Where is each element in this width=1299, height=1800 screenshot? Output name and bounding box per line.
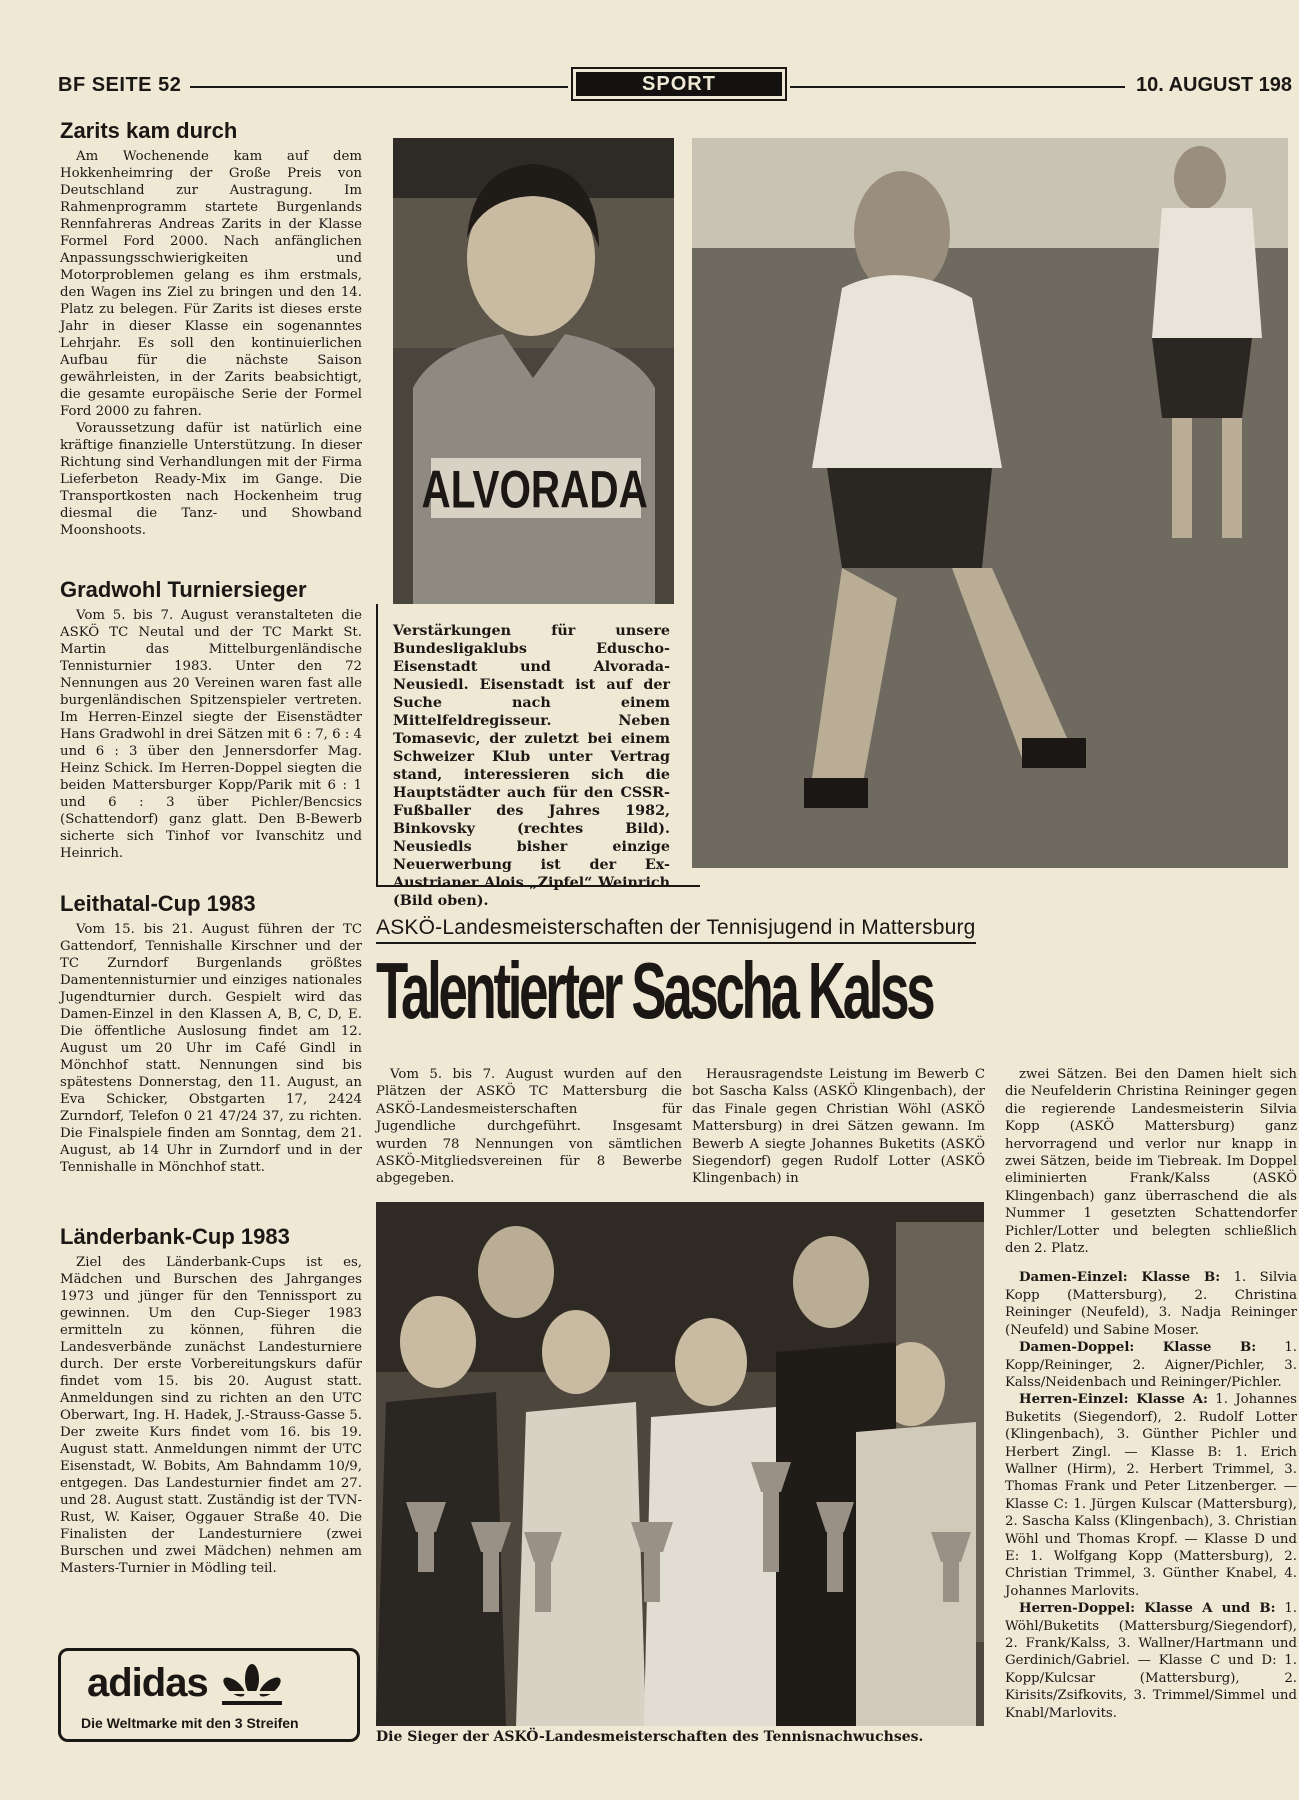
result-text: 1. Silvia Kopp (Mattersburg), 2. Christina Reininger (Neufeld), 3. Nadja Reininger (Neufeld) und Sabine Moser.: [1005, 1270, 1297, 1338]
article-headline: Zarits kam durch: [60, 118, 238, 143]
paragraph: Vom 5. bis 7. August wurden auf den Plätzen der ASKÖ TC Mattersburg die ASKÖ-Landesmeisterschaften für Jugendliche durchgeführt. Insgesamt wurden 78 Nennungen von sämtlichen ASKÖ-Mitgliedsvereinen für 8 Bewerbe abgegeben.: [376, 1067, 682, 1187]
brand-wordmark: adidas: [87, 1661, 208, 1705]
article-headline: Gradwohl Turniersieger: [60, 577, 307, 602]
result-label: Damen-Einzel: Klasse B:: [1019, 1270, 1221, 1286]
paragraph: Vom 5. bis 7. August veranstalteten die ASKÖ TC Neutal und der TC Markt St. Martin das Mittelburgenländische Tennisturnier 1983. Unter den 72 Nennungen aus 20 Vereinen waren fast alle burgenländischen Spitzenspieler vertreten. Im Herren-Einzel siegte der Eisenstädter Hans Gradwohl in drei Sätzen mit 6 : 7, 6 : 4 und 6 : 3 über den Jennersdorfer Mag. Heinz Schick. Im Herren-Doppel siegten die beiden Mattersburger Kopp/Parik mit 6 : 1 und 6 : 3 über Pichler/Bencsics (Schattendorf) ganz glatt. Den B-Bewerb sicherte sich Tinhof vor Ivanschitz und Heinrich.: [60, 608, 362, 861]
story-column-2: [692, 1066, 985, 1188]
adidas-logo: [87, 1661, 286, 1706]
photo-weinrich: [393, 138, 674, 604]
article-leithatal: [60, 891, 362, 1176]
story-column-3: [1005, 1066, 1297, 1722]
article-headline: Leithatal-Cup 1983: [60, 891, 256, 916]
story-headline: Talentierter Sascha Kalss: [376, 946, 933, 1035]
story-column-1: [376, 1066, 682, 1188]
header-rule-left: [190, 86, 568, 88]
paragraph: Ziel des Länderbank-Cups ist es, Mädchen und Burschen des Jahrganges 1973 und jünger für den Tennissport zu gewinnen. Um den Cup-Sieger 1983 ermitteln zu können, führen die Landesverbände zunächst Landesturniere durch. Der erste Vorbereitungskurs dafür findet vom 15. bis 20. August statt. Anmeldungen sind zu richten an den UTC Oberwart, Ing. H. Hadek, J.-Strauss-Gasse 5. Der zweite Kurs findet vom 16. bis 19. August statt. Anmeldungen nimmt der UTC Eisenstadt, W. Bobits, Am Bahndamm 10/9, entgegen. Das Landesturnier findet am 27. und 28. August statt. Zuständig ist der TVN-Rust, W. Kaiser, Oggauer Straße 40. Die Finalisten der Landesturniere (zwei Burschen und zwei Mädchen) nehmen am Masters-Turnier in Mödling teil.: [60, 1255, 362, 1576]
page-number: BF SEITE 52: [58, 74, 182, 96]
article-zarits: [60, 118, 362, 539]
article-body: [60, 148, 362, 539]
result-label: Damen-Doppel: Klasse B:: [1019, 1340, 1257, 1356]
ad-tagline: Die Weltmarke mit den 3 Streifen: [81, 1715, 299, 1731]
photo-binkovsky-image: [692, 138, 1288, 868]
section-label-text: SPORT: [576, 72, 782, 96]
photo-winners: [376, 1202, 984, 1726]
photo-binkovsky: [692, 138, 1288, 868]
article-gradwohl: [60, 577, 362, 862]
story-kicker: ASKÖ-Landesmeisterschaften der Tennisjugend in Mattersburg: [376, 916, 976, 944]
paragraph: Voraussetzung dafür ist natürlich eine kräftige finanzielle Unterstützung. In dieser Richtung sind Verhandlungen mit der Firma Lieferbeton Ready-Mix im Gange. Die Transportkosten nach Hockenheim trug diesmal die Tanz- und Showband Moonshoots.: [60, 421, 362, 538]
photo-caption-top: Verstärkungen für unsere Bundesligaklubs Eduscho-Eisenstadt und Alvorada-Neusiedl. Eisenstadt ist auf der Suche nach einem Mittelfeldregisseur. Neben Tomasevic, der zuletzt bei einem Schweizer Klub unter Vertrag stand, interessieren sich die Hauptstädter auch für den CSSR-Fußballer des Jahres 1982, Binkovsky (rechtes Bild). Neusiedls bisher einzige Neuerwerbung ist der Ex-Austrianer Alois „Zipfel“ Weinrich (Bild oben).: [393, 623, 670, 909]
results-list: [1005, 1269, 1297, 1722]
paragraph: zwei Sätzen. Bei den Damen hielt sich die Neufelderin Christina Reininger gegen die regierende Landesmeisterin Silvia Kopp (ASKÖ Mattersburg) ganz hervorragend und verlor nur knapp in zwei Sätzen, beide im Tiebreak. Im Doppel eliminierten Frank/Kalss (ASKÖ Klingenbach) ganz überraschend die als Nummer 1 gesetzten Schattendorfer Pichler/Lotter und belegten schließlich den 2. Platz.: [1005, 1067, 1297, 1257]
trefoil-icon: [218, 1663, 286, 1705]
result-text: 1. Wöhl/Buketits (Mattersburg/Siegendorf), 2. Frank/Kalss, 3. Wallner/Hartmann und Gerdinich/Gabriel. — Klasse C und D: 1. Kopp/Kulcsar (Mattersburg), 2. Kirisits/Zsifkovits, 3. Trimmel/Simmel und Knabl/Marlovits.: [1005, 1601, 1297, 1721]
issue-date: 10. AUGUST 198: [1136, 74, 1292, 96]
result-label: Herren-Doppel: Klasse A und B:: [1019, 1601, 1276, 1617]
header-rule-right: [790, 86, 1125, 88]
result-text: 1. Johannes Buketits (Siegendorf), 2. Rudolf Lotter (Klingenbach), 3. Günther Pichler und Herbert Zingl. — Klasse B: 1. Erich Wallner (Hirm), 2. Herbert Trimmel, 3. Thomas Frank und Peter Litzenberger. — Klasse C: 1. Jürgen Kulscar (Mattersburg), 2. Sascha Kalss (Klingenbach), 3. Christian Wöhl und Thomas Kropf. — Klasse D und E: 1. Wolfgang Kopp (Mattersburg), 2. Christian Trimmel, 3. Günther Knabel, 4. Johannes Marlovits.: [1005, 1392, 1297, 1599]
paragraph: Am Wochenende kam auf dem Hokkenheimring der Große Preis von Deutschland zur Austragung. Im Rahmenprogramm startete Burgenlands Rennfahreras Andreas Zarits in der Klasse Formel Ford 2000. Nach anfänglichen Anpassungsschwierigkeiten und Motorproblemen gelang es ihm erstmals, den Wagen ins Ziel zu bringen und den 14. Platz zu belegen. Für Zarits ist dieses erste Jahr in dieser Klasse ein sogenanntes Lehrjahr. Es soll den kontinuierlichen Aufbau für die nächste Saison gewährleisten, in der Zarits beabsichtigt, die gesamte europäische Serie der Formel Ford 2000 zu fahren.: [60, 149, 362, 419]
result-entry: [1005, 1600, 1297, 1722]
photo-winners-image: [376, 1202, 984, 1726]
jersey-lettering: ALVORADA: [421, 459, 648, 519]
paragraph: Vom 15. bis 21. August führen der TC Gattendorf, Tennishalle Kirschner und der TC Zurndorf Burgenlands größtes Damentennisturnier und einziges nationales Jugendturnier durch. Gespielt wird das Damen-Einzel in den Klassen A, B, C, D, E. Die öffentliche Auslosung findet am 12. August um 20 Uhr im Café Gindl in Mönchhof statt. Nennungen sind bis spätestens Donnerstag, den 11. August, an Eva Schicker, Obstgarten 17, 2424 Zurndorf, Telefon 0 21 47/24 37, zu richten. Die Finalspiele finden am Sonntag, dem 21. August, ab 14 Uhr in Zurndorf und in der Tennishalle in Mönchhof statt.: [60, 922, 362, 1175]
result-text: 1. Kopp/Reininger, 2. Aigner/Pichler, 3. Kalss/Neidenbach und Reininger/Pichler.: [1005, 1340, 1297, 1390]
article-headline: Länderbank-Cup 1983: [60, 1224, 290, 1249]
section-label: [571, 67, 787, 101]
article-body: [60, 921, 362, 1176]
article-body: [60, 1254, 362, 1577]
photo-weinrich-image: [393, 138, 674, 604]
result-label: Herren-Einzel: Klasse A:: [1019, 1392, 1208, 1408]
result-entry: [1005, 1391, 1297, 1600]
photo-caption-winners: Die Sieger der ASKÖ-Landesmeisterschaften des Tennisnachwuchses.: [376, 1729, 924, 1745]
paragraph: Herausragendste Leistung im Bewerb C bot Sascha Kalss (ASKÖ Klingenbach), der das Finale gegen Christian Wöhl (ASKÖ Mattersburg) in drei Sätzen gewann. Im Bewerb A siegte Johannes Buketits (ASKÖ Siegendorf) gegen Rudolf Lotter (ASKÖ Klingenbach) in: [692, 1067, 985, 1187]
article-laenderbank: [60, 1224, 362, 1577]
result-entry: [1005, 1269, 1297, 1339]
result-entry: [1005, 1339, 1297, 1391]
adidas-advertisement: [58, 1648, 360, 1742]
article-body: [60, 607, 362, 862]
